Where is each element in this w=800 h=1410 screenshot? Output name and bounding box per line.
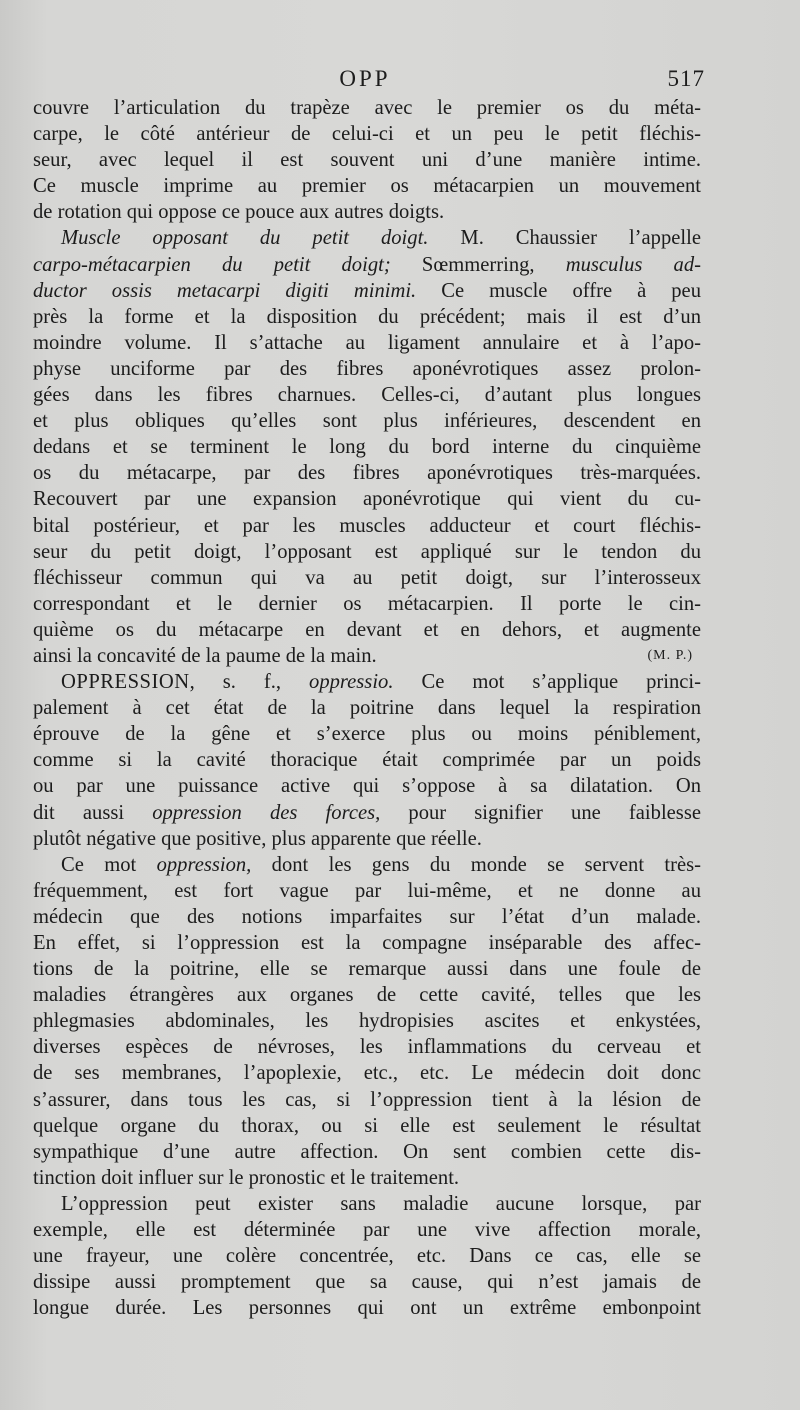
text-run: Sœmmerring, [390,253,566,276]
body-text [33,95,701,1321]
italic-term: oppression des forces, [152,801,381,824]
text-line: moindre volume. Il s’attache au ligament annulaire et à l’apo- [33,331,701,354]
text-line: correspondant et le dernier os métacarpien. Il porte le cin- [33,592,701,615]
italic-heading: Muscle opposant du petit doigt. [61,227,429,250]
text-line [33,278,701,304]
text-line [33,252,701,278]
text-line: exemple, elle est déterminée par une vive affection morale, [33,1219,701,1242]
text-line: éprouve de la gêne et s’exerce plus ou moins péniblement, [33,723,701,746]
text-line: près la forme et la disposition du précédent; mais il est d’un [33,305,701,328]
text-line: comme si la cavité thoracique était comprimée par un poids [33,749,701,772]
text-line: tions de la poitrine, elle se remarque aussi dans une foule de [33,958,701,981]
running-head [0,66,800,96]
text-line: médecin que des notions imparfaites sur l’état d’un malade. [33,905,701,928]
text-run: ainsi la concavité de la paume de la main. [33,644,377,667]
text-line: os du métacarpe, par des fibres aponévrotiques très-marquées. [33,462,701,485]
text-line [33,800,701,826]
text-line: ou par une puissance active qui s’oppose à sa dilatation. On [33,775,701,798]
text-line: fléchisseur commun qui va au petit doigt, sur l’interosseux [33,566,701,589]
text-line [33,669,701,695]
text-run: pour signifier une faiblesse [380,801,701,824]
text-run: , s. f., [189,671,310,694]
text-run: M. Chaussier l’appelle [428,227,701,250]
text-line: et plus obliques qu’elles sont plus inférieures, descendent en [33,410,701,433]
text-line [33,225,701,251]
text-line: plutôt négative que positive, plus apparente que réelle. [33,827,482,850]
text-line: de rotation qui oppose ce pouce aux autres doigts. [33,201,445,224]
text-line [33,643,701,669]
text-line: physe unciforme par des fibres aponévrotiques assez prolon- [33,357,701,380]
italic-term: oppression, [156,853,252,876]
text-line: couvre l’articulation du trapèze avec le premier os du méta- [33,97,701,119]
text-line: gées dans les fibres charnues. Celles-ci, d’autant plus longues [33,384,701,407]
text-line: palement à cet état de la poitrine dans lequel la respiration [33,697,701,720]
text-line: quelque organe du thorax, ou si elle est seulement le résultat [33,1114,701,1137]
author-signature: (M. P.) [647,647,693,663]
page-number: 517 [667,66,705,91]
text-run: Ce muscle offre à peu [416,279,701,302]
text-line: tinction doit influer sur le pronostic et le traitement. [33,1166,460,1189]
text-line: sympathique d’une autre affection. On sent combien cette dis- [33,1140,701,1163]
entry-headword: OPPRESSION [61,671,190,694]
text-line: carpe, le côté antérieur de celui-ci et un peu le petit fléchis- [33,123,701,146]
italic-term: ductor ossis metacarpi digiti minimi. [33,279,417,302]
running-head-title: OPP [339,66,391,91]
text-line: maladies étrangères aux organes de cette cavité, telles que les [33,984,701,1007]
text-line: quième os du métacarpe en devant et en dehors, et augmente [33,618,701,641]
text-line: Ce muscle imprime au premier os métacarpien un mouvement [33,175,701,198]
text-line: s’assurer, dans tous les cas, si l’oppression tient à la lésion de [33,1088,701,1111]
text-run: Ce mot s’applique princi- [393,671,701,694]
text-line: dissipe aussi promptement que sa cause, qui n’est jamais de [33,1271,701,1294]
text-line: diverses espèces de névroses, les inflammations du cerveau et [33,1036,701,1059]
text-line: phlegmasies abdominales, les hydropisies ascites et enkystées, [33,1010,701,1033]
text-run: dont les gens du monde se servent très- [251,853,701,876]
text-line: une frayeur, une colère concentrée, etc. Dans ce cas, elle se [33,1245,701,1268]
italic-term: carpo-métacarpien du petit doigt; [33,253,391,276]
text-line: longue durée. Les personnes qui ont un extrême embonpoint [33,1297,701,1320]
text-run: dit aussi [33,801,153,824]
text-line: Recouvert par une expansion aponévrotique qui vient du cu- [33,488,701,511]
italic-term: oppressio. [309,671,394,694]
text-line: En effet, si l’oppression est la compagne inséparable des affec- [33,932,701,954]
text-run: Ce mot [61,853,157,876]
text-line: bital postérieur, et par les muscles adducteur et court fléchis- [33,514,701,537]
text-line: L’oppression peut exister sans maladie aucune lorsque, par [61,1192,701,1215]
text-line: fréquemment, est fort vague par lui-même, et ne donne au [33,879,701,902]
italic-term: musculus ad- [565,253,701,276]
text-line: seur, avec lequel il est souvent uni d’une manière intime. [33,149,701,172]
text-line: dedans et se terminent le long du bord interne du cinquième [33,436,701,459]
text-line [33,852,701,878]
text-line: de ses membranes, l’apoplexie, etc., etc. Le médecin doit donc [33,1062,701,1085]
text-line: seur du petit doigt, l’opposant est appliqué sur le tendon du [33,540,701,563]
